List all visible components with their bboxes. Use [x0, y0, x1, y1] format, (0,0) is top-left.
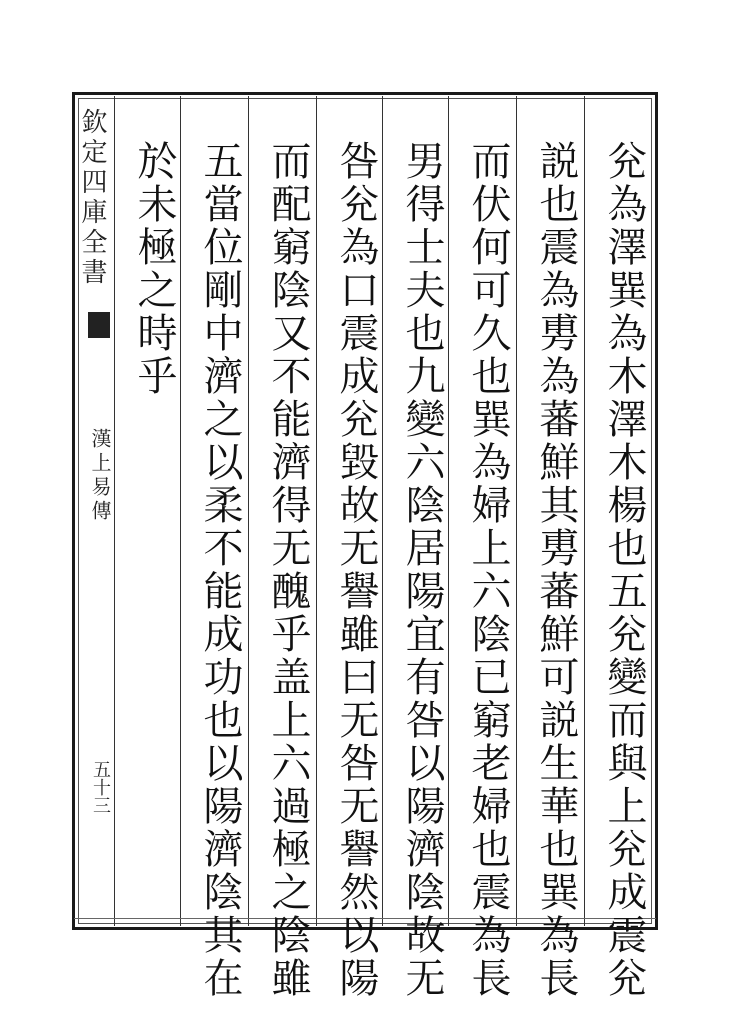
text-column-1: 兊為澤巽為木澤木楊也五兊變而與上兊成震兊 [601, 140, 647, 1000]
text-column-2: 説也震為旉為蕃鮮其旉蕃鮮可説生華也巽為長 [533, 140, 579, 1000]
text-column-6: 而配窮陰又不能濟得无醜乎盖上六過極之陰雖 [265, 140, 311, 1000]
margin-page-number: 五十三 [90, 760, 111, 814]
text-column-5: 咎兊為口震成兊毀故无譽雖曰无咎无譽然以陽 [333, 140, 379, 1000]
margin-collection-title: 欽定四庫全書 [77, 108, 107, 288]
margin-book-title: 漢上易傳 [88, 428, 112, 524]
text-column-4: 男得士夫也九變六陰居陽宜有咎以陽濟陰故无 [399, 140, 445, 1000]
text-column-7: 五當位剛中濟之以柔不能成功也以陽濟陰其在 [197, 140, 243, 1000]
text-column-8: 於未極之時乎 [131, 140, 177, 398]
text-column-3: 而伏何可久也巽為婦上六陰已窮老婦也震為長 [465, 140, 511, 1000]
margin-fishtail-mark [88, 312, 110, 338]
column-rule [114, 96, 115, 926]
